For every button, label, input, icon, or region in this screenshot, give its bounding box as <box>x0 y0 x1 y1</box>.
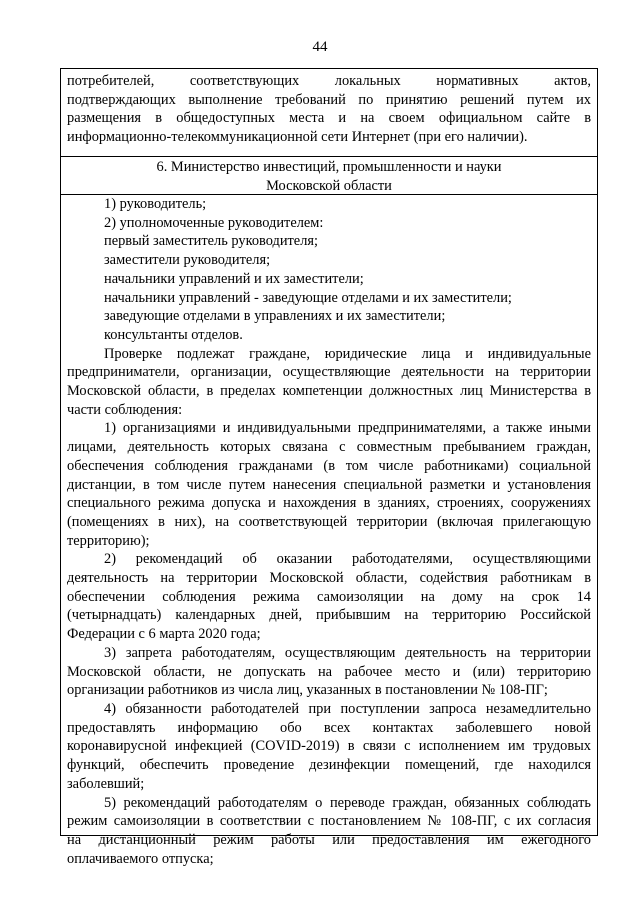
list-item: 2) уполномоченные руководителем: <box>104 214 324 231</box>
list-item: начальники управлений - заведующие отделами и их заместители; <box>104 289 512 306</box>
text-line: режим самоизоляции в соответствии с постановлением № 108-ПГ, с их согласия <box>67 813 591 830</box>
text-line: потребителей, соответствующих локальных нормативных актов, <box>67 73 591 89</box>
text-line: (четырнадцать) календарных дней, прибывшим на территорию Российской <box>67 607 591 624</box>
section-heading-line: Московской области <box>266 177 392 194</box>
text-line: размещения в общедоступных места и на своем официальном сайте в <box>67 110 591 127</box>
paragraph <box>67 419 591 550</box>
text-line: заболевший; <box>67 775 145 792</box>
text-line: оплачиваемого отпуска; <box>67 850 214 867</box>
text-line: части соблюдения: <box>67 401 183 418</box>
text-line: 1) организациями и индивидуальными предпринимателями, а также иными <box>104 420 591 437</box>
text-line: предприниматели, организации, осуществляющие деятельности на территории <box>67 364 591 381</box>
list-item: консультанты отделов. <box>104 326 243 343</box>
text-line: функций, обеспечить проведение дезинфекции помещений, где находился <box>67 757 591 774</box>
list-item: 1) руководитель; <box>104 196 207 212</box>
text-line: предоставлять информацию обо всех контактах заболевшего новой <box>67 719 591 736</box>
list-item: заведующие отделами в управлениях и их заместители; <box>104 308 446 325</box>
text-line: обеспечения соблюдения гражданами (в том числе работниками) социальной <box>67 457 591 474</box>
text-line: организации работников из числа лиц, указанных в постановлении № 108-ПГ; <box>67 682 548 699</box>
officials-list <box>67 195 591 345</box>
text-line: подтверждающих выполнение требований по принятию решений путем их <box>67 91 591 108</box>
paragraph <box>67 644 591 700</box>
text-line: 3) запрета работодателям, осуществляющим деятельность на территории <box>104 644 591 661</box>
list-item: заместители руководителя; <box>104 252 271 269</box>
section-body <box>61 195 597 868</box>
text-line: 5) рекомендаций работодателям о переводе граждан, обязанных соблюдать <box>104 794 591 811</box>
regulation-table <box>60 68 598 867</box>
text-line: Проверке подлежат граждане, юридические лица и индивидуальные <box>104 345 591 362</box>
text-line: коронавирусной инфекцией (COVID-2019) в связи с исполнением им трудовых <box>67 738 591 755</box>
section-heading-line: 6. Министерство инвестиций, промышленности и науки <box>156 159 502 175</box>
text-line: Московской области, не допускать на рабочее место и (или) территорию <box>67 663 591 680</box>
page-number: 44 <box>312 39 328 55</box>
text-line: 4) обязанности работодателей при поступлении запроса незамедлительно <box>104 700 591 717</box>
text-line: Московской области, в пределах компетенции должностных лиц Министерства в <box>67 383 591 400</box>
list-item: первый заместитель руководителя; <box>104 233 318 250</box>
text-line: территорию); <box>67 532 150 549</box>
paragraph <box>67 345 591 420</box>
text-line: обеспечении соблюдения режима самоизоляции на дому на срок 14 <box>67 588 591 605</box>
text-line: лицами, деятельность которых связана с совместным пребыванием граждан, <box>67 439 591 456</box>
text-line: 2) рекомендаций об оказании работодателями, осуществляющими <box>104 551 591 568</box>
text-line: специального режима допуска и нахождения в зданиях, строениях, сооружениях <box>67 495 591 512</box>
text-line: дистанции, в том числе путем нанесения специальной разметки и установления <box>67 476 591 493</box>
paragraph <box>67 700 591 794</box>
previous-section-cell <box>61 69 597 157</box>
text-line: на дистанционный режим работы или предоставления им ежегодного <box>67 831 591 848</box>
text-line: информационно-телекоммуникационной сети Интернет (при его наличии). <box>67 129 528 146</box>
text-line: Федерации с 6 марта 2020 года; <box>67 626 261 643</box>
list-item: начальники управлений и их заместители; <box>104 270 364 287</box>
text-line: (помещениях в них), на соответствующей территории (включая прилегающую <box>67 513 591 530</box>
text-line: деятельность на территории Московской области, содействия работникам в <box>67 570 591 587</box>
section-heading <box>61 157 597 195</box>
paragraph <box>67 550 591 644</box>
paragraph <box>67 794 591 869</box>
